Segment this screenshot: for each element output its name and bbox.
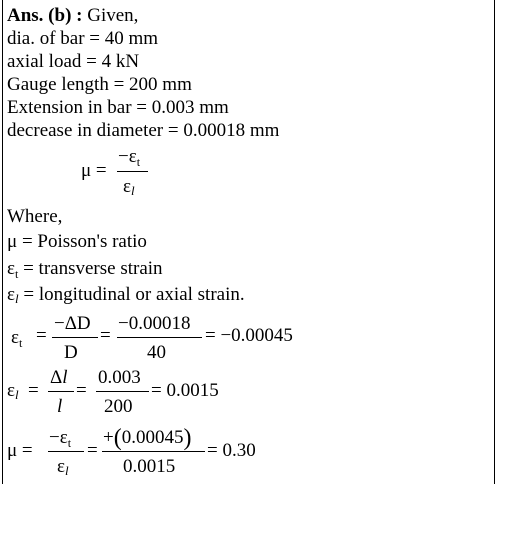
eq3-denominator-1: εl [57,456,69,478]
eq2-result: = 0.0015 [151,380,219,401]
eq1-denominator-2: 40 [147,342,166,363]
eq1-numerator-1: −ΔD [54,313,91,334]
eq2-fraction-bar-1 [48,391,74,392]
answer-heading [7,5,138,27]
eq2-equals: = [28,380,39,401]
eq3-fraction-bar-1 [48,451,84,452]
given-decrease-diameter: decrease in diameter = 0.00018 mm [7,120,280,141]
given-extension: Extension in bar = 0.003 mm [7,97,229,118]
eq3-numerator-2: +(0.00045) [103,425,192,451]
where-label: Where, [7,206,63,227]
def-transverse-strain: $\varepsilon_t$ = transverse strain [7,258,163,281]
formula1-fraction-bar [117,171,148,172]
def-longitudinal-strain: εl = longitudinal or axial strain. [7,284,245,306]
eq2-lhs: εl [7,380,19,402]
formula1-numerator: $-\varepsilon_t$ [118,146,141,169]
eq3-numerator-1: $-\varepsilon_t$ [49,427,72,450]
given-label: Given, [82,5,139,26]
def-poisson-ratio: μ = Poisson's ratio [7,231,147,252]
given-axial-load: axial load = 4 kN [7,51,140,72]
eq1-equals: = [36,325,47,346]
eq1-denominator-1: D [64,342,78,363]
eq1-result: = −0.00045 [205,325,293,346]
answer-label: Ans. (b) : [7,5,83,26]
given-gauge-length: Gauge length = 200 mm [7,74,192,95]
eq2-denominator-2: 200 [104,396,133,417]
answer-document [2,0,495,484]
eq1-numerator-2: −0.00018 [118,313,191,334]
given-diameter: dia. of bar = 40 mm [7,28,159,49]
eq3-denominator-2: 0.0015 [123,456,176,477]
eq2-fraction-bar-2 [96,391,149,392]
formula1-lhs: μ = [81,160,107,181]
eq1-fraction-bar-2 [117,337,202,338]
eq3-result: = 0.30 [207,440,256,461]
eq1-fraction-bar-1 [52,337,98,338]
eq3-fraction-bar-2 [102,451,205,452]
eq2-equals-2: = [76,380,87,401]
eq3-lhs: μ = [7,440,33,461]
formula1-denominator: εl [123,176,135,198]
eq2-numerator-1: Δl [50,367,68,388]
eq1-lhs: $\varepsilon_t$ [11,327,23,350]
eq1-equals-2: = [100,325,111,346]
eq2-denominator-1: l [57,396,63,417]
eq2-numerator-2: 0.003 [98,367,141,388]
eq3-equals-2: = [87,440,98,461]
